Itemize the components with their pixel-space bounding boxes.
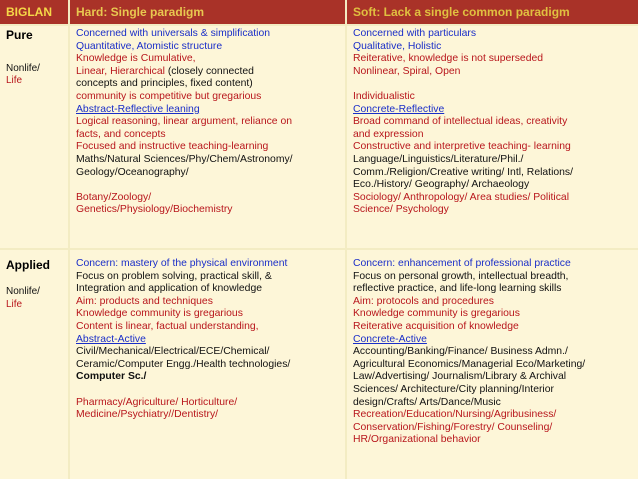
text-line-part: Concern: enhancement of professional practice bbox=[353, 258, 571, 269]
pure-hard-cell bbox=[70, 26, 345, 248]
text-line bbox=[353, 283, 585, 296]
text-line bbox=[353, 359, 585, 372]
text-line bbox=[353, 116, 573, 129]
text-line bbox=[76, 371, 290, 384]
text-line bbox=[353, 296, 585, 309]
text-line-part: Civil/Mechanical/Electrical/ECE/Chemical/ bbox=[76, 346, 270, 358]
text-line-part: Focused and instructive teaching-learning bbox=[76, 141, 269, 153]
text-line bbox=[353, 141, 573, 154]
text-line bbox=[76, 179, 293, 192]
text-line bbox=[353, 321, 585, 334]
text-line-part: Conservation/Fishing/Forestry/ Counseling/ bbox=[353, 421, 553, 433]
text-line-part: Recreation/Education/Nursing/Agribusiness/ bbox=[353, 409, 557, 421]
text-line bbox=[76, 141, 293, 154]
text-line bbox=[76, 192, 293, 205]
header-corner-cell bbox=[0, 0, 68, 24]
text-line-part: Computer Sc./ bbox=[76, 371, 147, 383]
header-hard-label: Hard: Single paradigm bbox=[76, 5, 205, 19]
text-line-part: design/Crafts/ Arts/Dance/Music bbox=[353, 396, 501, 408]
text-line bbox=[76, 154, 293, 167]
text-line-part: Sociology/ Anthropology/ Area studies/ Political bbox=[353, 191, 570, 203]
text-line-part: Law/Advertising/ Journalism/Library & Archival bbox=[353, 371, 567, 383]
text-line-part: HR/Organizational behavior bbox=[353, 434, 481, 446]
text-line-part: Knowledge is Cumulative, bbox=[76, 53, 196, 65]
text-line-part: Genetics/Physiology/Biochemistry bbox=[76, 204, 233, 216]
text-line bbox=[353, 78, 573, 91]
text-line bbox=[76, 91, 293, 104]
text-line bbox=[76, 204, 293, 217]
row-title: Pure bbox=[6, 28, 33, 42]
text-line bbox=[76, 41, 293, 54]
applied-hard-text bbox=[76, 258, 290, 422]
text-line-part: Content is linear, factual understanding, bbox=[76, 320, 259, 332]
text-line bbox=[76, 116, 293, 129]
text-line bbox=[353, 346, 585, 359]
text-line bbox=[76, 258, 290, 271]
applied-soft-text bbox=[353, 258, 585, 447]
text-line-part: concepts and principles, fixed content) bbox=[76, 78, 253, 90]
text-line bbox=[353, 167, 573, 180]
text-line bbox=[76, 104, 293, 117]
pure-soft-text bbox=[353, 28, 573, 217]
text-line bbox=[353, 41, 573, 54]
text-line-part: Sciences/ Architecture/City planning/Interior bbox=[353, 383, 554, 395]
text-line bbox=[76, 321, 290, 334]
text-line-part: Eco./History/ Geography/ Archaeology bbox=[353, 179, 530, 191]
text-line-part: Language/Linguistics/Literature/Phil./ bbox=[353, 153, 524, 165]
text-line bbox=[76, 66, 293, 79]
text-line bbox=[353, 384, 585, 397]
text-line-part: Concerned with particulars bbox=[353, 28, 477, 39]
text-line bbox=[76, 129, 293, 142]
text-line-part: Aim: protocols and procedures bbox=[353, 295, 494, 307]
row-title: Applied bbox=[6, 258, 50, 272]
text-line-part: Logical reasoning, linear argument, reliance on bbox=[76, 116, 293, 128]
text-line bbox=[76, 167, 293, 180]
text-line-part: Comm./Religion/Creative writing/ Intl, Relations/ bbox=[353, 166, 574, 178]
text-line-part: and expression bbox=[353, 128, 424, 140]
text-line bbox=[76, 334, 290, 347]
text-line-part: Concerned with universals & simplification bbox=[76, 28, 271, 39]
text-line-part: Science/ Psychology bbox=[353, 204, 449, 216]
text-line bbox=[76, 346, 290, 359]
text-line bbox=[353, 371, 585, 384]
text-line-part: Agricultural Economics/Managerial Eco/Marketing/ bbox=[353, 358, 586, 370]
text-line bbox=[76, 296, 290, 309]
header-soft-cell bbox=[347, 0, 638, 24]
text-line bbox=[76, 384, 290, 397]
text-line bbox=[353, 409, 585, 422]
text-line bbox=[76, 283, 290, 296]
pure-soft-cell bbox=[347, 26, 638, 248]
header-soft-label: Soft: Lack a single common paradigm bbox=[353, 5, 570, 19]
text-line bbox=[76, 53, 293, 66]
text-line-part: Concern: mastery of the physical environment bbox=[76, 258, 288, 269]
text-line-part: Nonlinear, Spiral, Open bbox=[353, 65, 461, 77]
text-line-part: Botany/Zoology/ bbox=[76, 191, 152, 203]
text-line-part: Pharmacy/Agriculture/ Horticulture/ bbox=[76, 396, 238, 408]
text-line-part: reflective practice, and life-long learning skills bbox=[353, 283, 562, 295]
text-line-part: Qualitative, Holistic bbox=[353, 40, 442, 52]
header-hard-cell bbox=[70, 0, 345, 24]
text-line bbox=[76, 271, 290, 284]
text-line bbox=[353, 179, 573, 192]
text-line bbox=[353, 397, 585, 410]
text-line bbox=[353, 66, 573, 79]
text-line bbox=[353, 104, 573, 117]
row-label-pure bbox=[0, 26, 68, 248]
text-line-part: Aim: products and techniques bbox=[76, 295, 213, 307]
applied-hard-cell bbox=[70, 250, 345, 479]
text-line bbox=[353, 422, 585, 435]
text-line-part: Medicine/Psychiatry//Dentistry/ bbox=[76, 409, 219, 421]
text-line-part: Reiterative, knowledge is not superseded bbox=[353, 53, 544, 65]
text-line-part: Knowledge community is gregarious bbox=[353, 308, 520, 320]
text-line-part: Concrete-Reflective bbox=[353, 103, 445, 115]
text-line-part: facts, and concepts bbox=[76, 128, 166, 140]
text-line bbox=[76, 78, 293, 91]
text-line-part: Broad command of intellectual ideas, creativity bbox=[353, 116, 568, 128]
text-line bbox=[353, 28, 573, 41]
row-subtitle-life: Life bbox=[6, 75, 23, 86]
text-line-part: Linear, Hierarchical bbox=[76, 65, 165, 77]
text-line bbox=[76, 359, 290, 372]
text-line-part: Integration and application of knowledge bbox=[76, 283, 263, 295]
pure-hard-text bbox=[76, 28, 293, 217]
text-line-part: Reiterative acquisition of knowledge bbox=[353, 320, 519, 332]
text-line bbox=[353, 154, 573, 167]
row-subtitle-life: Life bbox=[6, 299, 23, 310]
text-line-part: Constructive and interpretive teaching- learning bbox=[353, 141, 571, 153]
text-line-part: Focus on problem solving, practical skill, & bbox=[76, 270, 272, 282]
text-line bbox=[353, 334, 585, 347]
text-line-part: Individualistic bbox=[353, 90, 415, 102]
text-line-part: Ceramic/Computer Engg./Health technologies/ bbox=[76, 358, 291, 370]
text-line-part: Maths/Natural Sciences/Phy/Chem/Astronomy/ bbox=[76, 153, 293, 165]
text-line bbox=[76, 308, 290, 321]
applied-soft-cell bbox=[347, 250, 638, 479]
text-line-part: Focus on personal growth, intellectual breadth, bbox=[353, 270, 569, 282]
text-line bbox=[76, 397, 290, 410]
text-line bbox=[353, 53, 573, 66]
text-line bbox=[353, 204, 573, 217]
text-line-part: Knowledge community is gregarious bbox=[76, 308, 243, 320]
text-line-part: Abstract-Active bbox=[76, 333, 146, 345]
row-label-applied bbox=[0, 250, 68, 479]
text-line bbox=[353, 129, 573, 142]
text-line bbox=[353, 434, 585, 447]
text-line-part: (closely connected bbox=[164, 65, 254, 77]
text-line bbox=[353, 258, 585, 271]
row-subtitle-nonlife: Nonlife/ bbox=[6, 286, 40, 297]
text-line-part: Geology/Oceanography/ bbox=[76, 166, 189, 178]
text-line bbox=[353, 91, 573, 104]
text-line-part: Accounting/Banking/Finance/ Business Admn./ bbox=[353, 346, 568, 358]
text-line bbox=[353, 271, 585, 284]
text-line bbox=[76, 28, 293, 41]
text-line-part: Abstract-Reflective leaning bbox=[76, 103, 200, 115]
text-line-part: Concrete-Active bbox=[353, 333, 427, 345]
row-subtitle-nonlife: Nonlife/ bbox=[6, 63, 40, 74]
header-corner-label: BIGLAN bbox=[6, 5, 52, 19]
text-line-part: community is competitive but gregarious bbox=[76, 90, 262, 102]
text-line-part: Quantitative, Atomistic structure bbox=[76, 40, 223, 52]
text-line bbox=[353, 308, 585, 321]
text-line bbox=[76, 409, 290, 422]
text-line bbox=[353, 192, 573, 205]
